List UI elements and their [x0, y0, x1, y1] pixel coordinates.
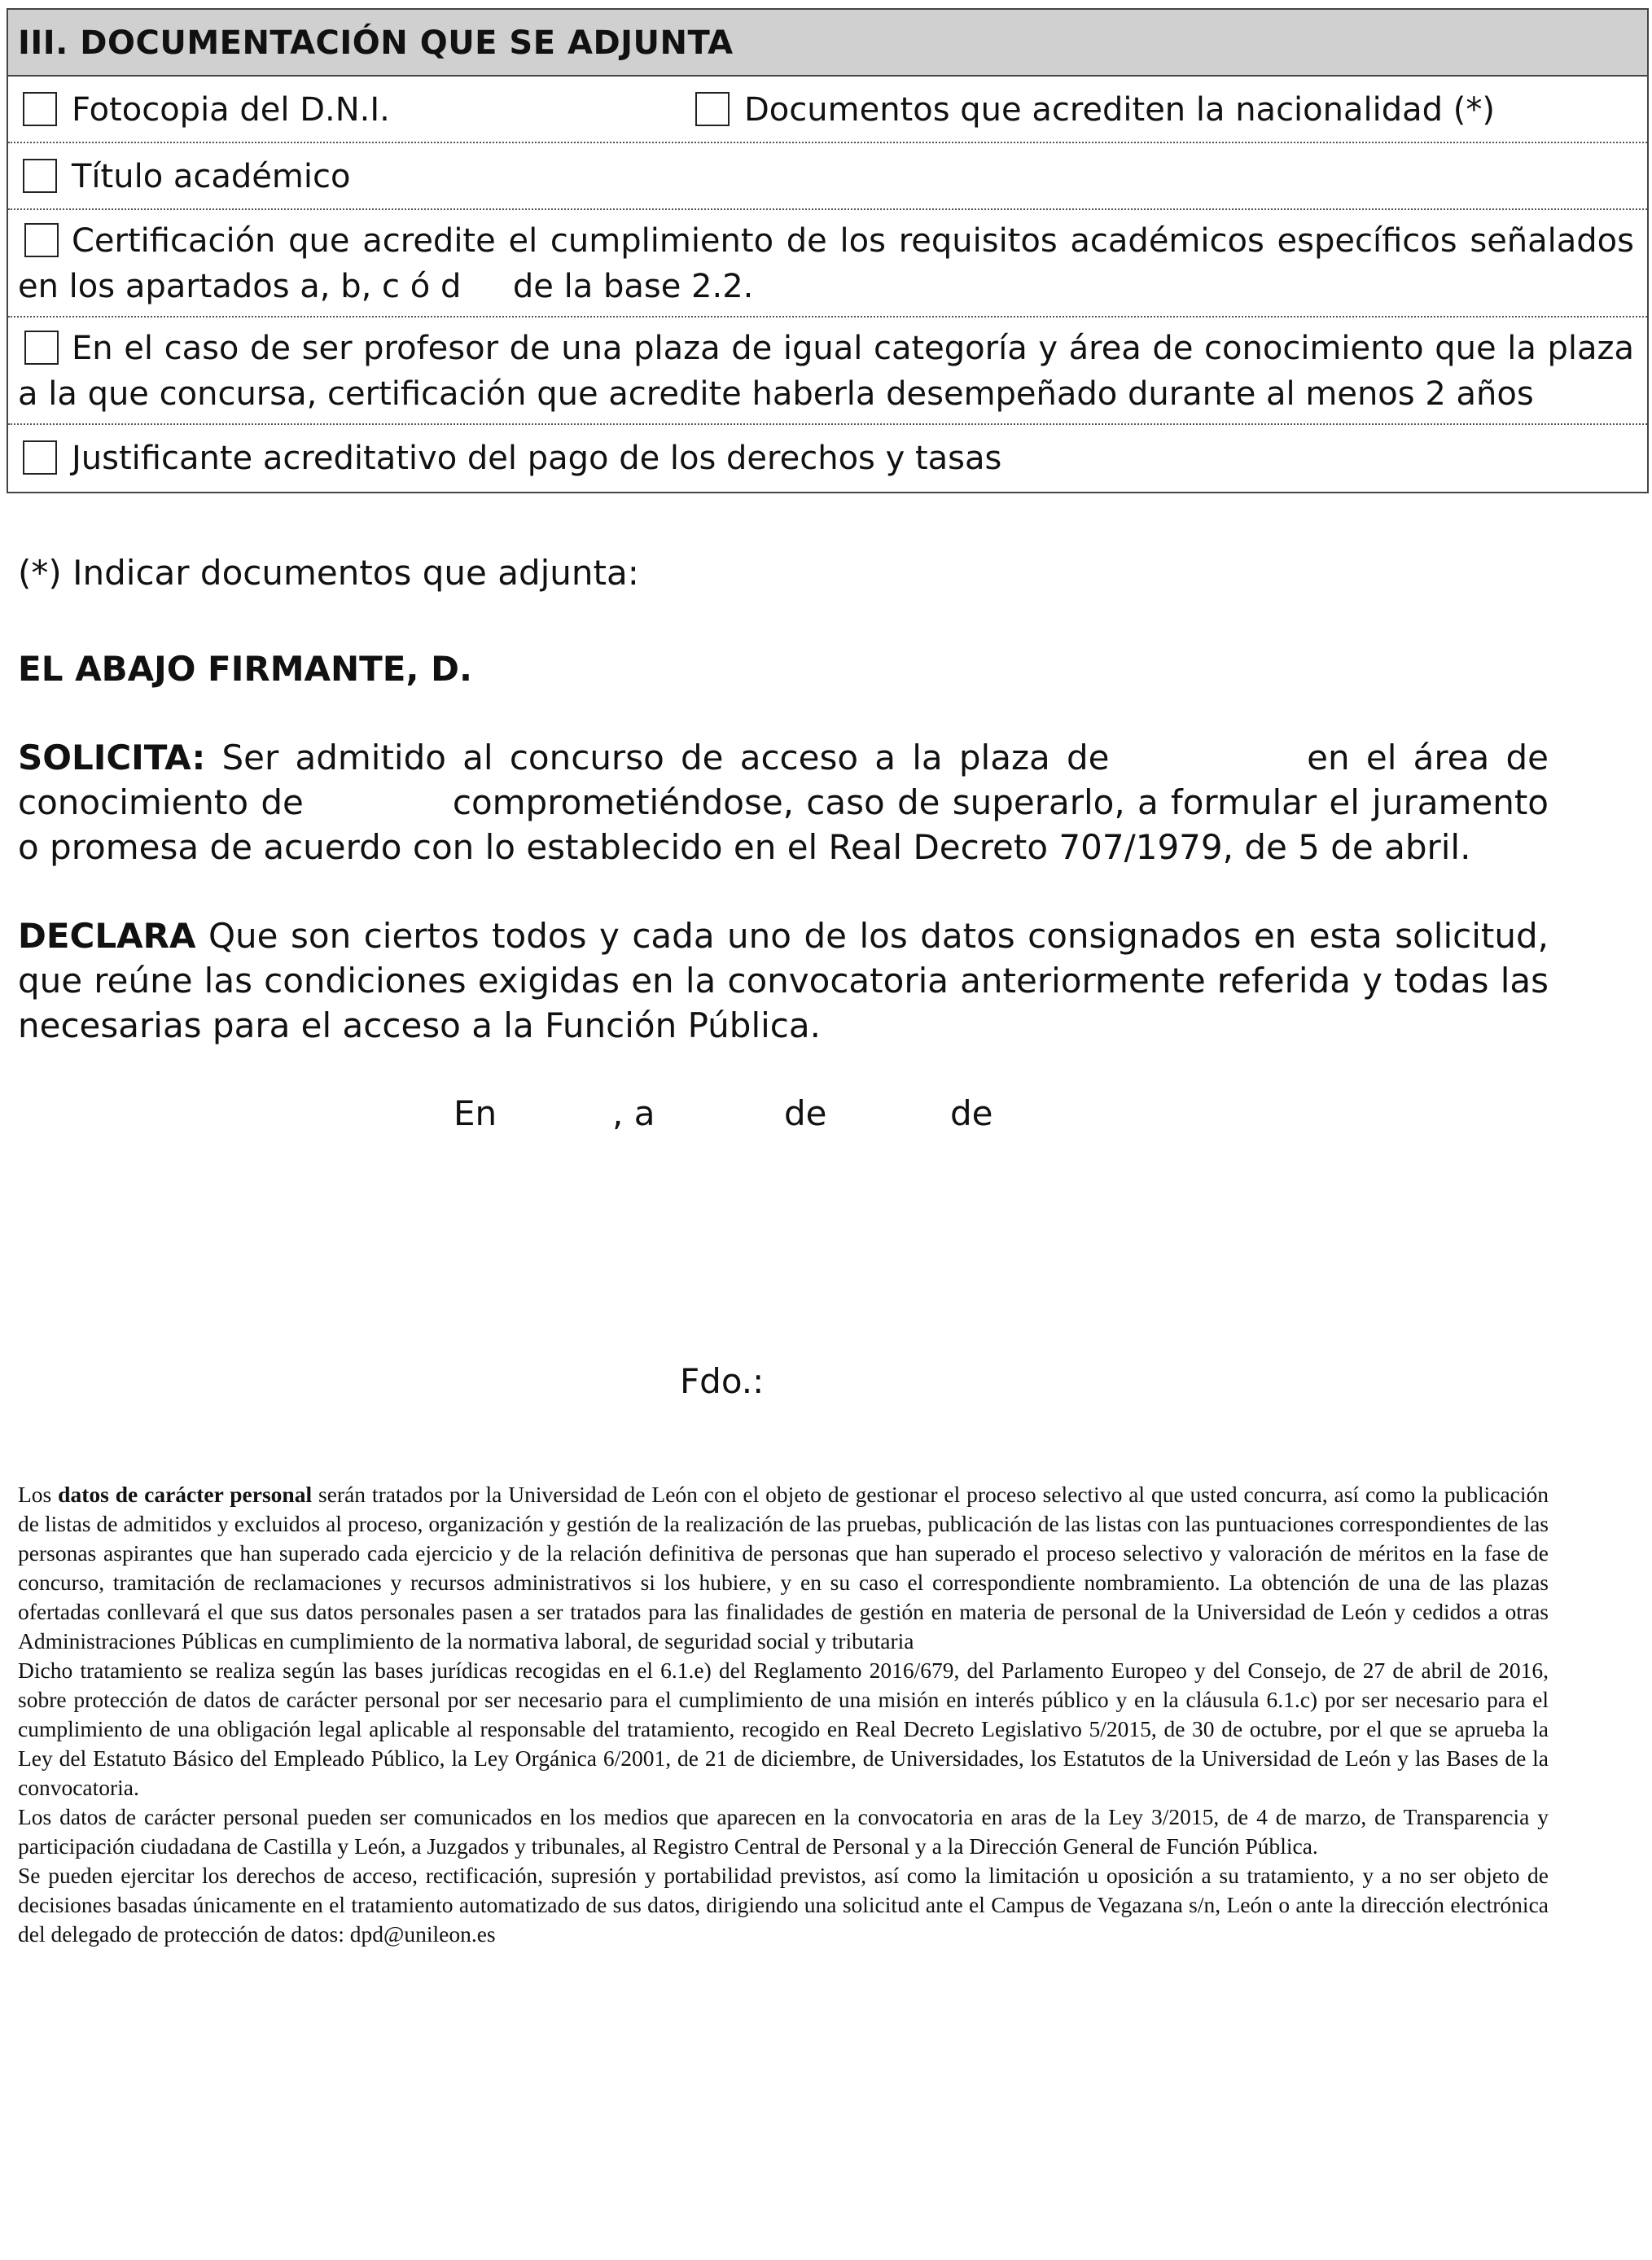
- legal-paragraph-2: Dicho tratamiento se realiza según las bases jurídicas recogidas en el 6.1.e) del Reglamento 2016/679, del Parlamento Europeo y del Consejo, de 27 de abril de 2016, sobre protección de datos de carácter personal por ser necesario para el cumplimiento de una misión en interés público y en la cláusula 6.1.c) por ser necesario para el cumplimiento de una obligación legal aplicable al responsable del tratamiento, recogido en Real Decreto Legislativo 5/2015, de 30 de octubre, por el que se aprueba la Ley del Estatuto Básico del Empleado Público, la Ley Orgánica 6/2001, de 21 de diciembre, de Universidades, los Estatutos de la Universidad de León y las Bases de la convocatoria.: [18, 1658, 1549, 1800]
- note-text: (*) Indicar documentos que adjunta:: [18, 553, 639, 593]
- checkbox-titulo[interactable]: [23, 159, 57, 193]
- label-titulo: Título académico: [72, 158, 351, 195]
- label-dni: Fotocopia del D.N.I.: [72, 91, 390, 129]
- legal-paragraph-3: Los datos de carácter personal pueden ser comunicados en los medios que aparecen en la convocatoria en aras de la Ley 3/2015, de 4 de marzo, de Transparencia y participación ciudadana de Castilla y León, a Juzgados y tribunales, al Registro Central de Personal y a la Dirección General de Función Pública.: [18, 1804, 1549, 1859]
- row-justificante: [8, 425, 1647, 492]
- checkbox-nacionalidad[interactable]: [695, 92, 730, 126]
- label-profesor: En el caso de ser profesor de una plaza de igual categoría y área de conocimiento que la plaza a la que concursa, certificación que acredite haberla desempeñado durante al menos 2 años: [18, 330, 1634, 413]
- label-nacionalidad: Documentos que acrediten la nacionalidad (*): [744, 91, 1495, 129]
- row-profesor: [8, 318, 1647, 425]
- legal-bold: datos de carácter personal: [58, 1482, 313, 1507]
- date-de-2: de: [950, 1093, 993, 1133]
- row-certificacion: [8, 210, 1647, 318]
- legal-paragraph-4: Se pueden ejercitar los derechos de acceso, rectificación, supresión y portabilidad previstos, así como la limitación u oposición a su tratamiento, y a no ser objeto de decisiones basadas únicamente en el tratamiento automatizado de sus datos, dirigiendo una solicitud ante el Campus de Vegazana s/n, León o ante la dirección electrónica del delegado de protección de datos: dpd@unileon.es: [18, 1863, 1549, 1947]
- legal-lead: Los: [18, 1482, 59, 1507]
- checkbox-profesor[interactable]: [24, 331, 59, 365]
- label-justificante: Justificante acreditativo del pago de los derechos y tasas: [72, 440, 1002, 477]
- legal-paragraph-1: [18, 1480, 1549, 1656]
- col-nacionalidad: [695, 77, 1495, 143]
- checkbox-certificacion[interactable]: [24, 223, 59, 257]
- documentation-section: [7, 8, 1649, 493]
- solicita-label: SOLICITA:: [18, 738, 206, 777]
- firmante-label: EL ABAJO FIRMANTE, D.: [18, 649, 472, 689]
- declara-paragraph: [18, 913, 1549, 1048]
- declara-text: Que son ciertos todos y cada uno de los datos consignados en esta solicitud, que reúne las condiciones exigidas en la convocatoria anteriormente referida y todas las necesarias para el acceso a la Función Pública.: [18, 916, 1549, 1045]
- checkbox-justificante[interactable]: [23, 440, 57, 475]
- solicita-paragraph: [18, 735, 1560, 869]
- row-titulo: [8, 143, 1647, 210]
- declara-label: DECLARA: [18, 916, 196, 956]
- label-certificacion: Certificación que acredite el cumplimiento de los requisitos académicos específicos señalados en los apartados a, b, c ó d de la base 2.2.: [18, 222, 1645, 305]
- date-line: [0, 1093, 1652, 1142]
- date-de-1: de: [784, 1093, 827, 1133]
- section-title: III. DOCUMENTACIÓN QUE SE ADJUNTA: [8, 10, 1647, 77]
- signature-label: Fdo.:: [680, 1361, 765, 1401]
- date-en: En: [454, 1093, 497, 1133]
- legal-rest: serán tratados por la Universidad de León con el objeto de gestionar el proceso selectivo al que usted concurra, así como la publicación de listas de admitidos y excluidos al proceso, organización y gestión de la realización de las pruebas, publicación de las listas con las puntuaciones correspondientes de las personas aspirantes que han superado cada ejercicio y de la relación definitiva de personas que han superado el proceso selectivo y valoración de méritos en la fase de concurso, tramitación de reclamaciones y recursos administrativos si los hubiere, y en su caso el correspondiente nombramiento. La obtención de una de las plazas ofertadas conllevará el que sus datos personales pasen a ser tratados para las finalidades de gestión en materia de personal de la Universidad de León y cedidos a otras Administraciones Públicas en cumplimiento de la normativa laboral, de seguridad social y tributaria: [18, 1482, 1549, 1653]
- row-dni-nacionalidad: [8, 77, 1647, 143]
- checkbox-dni[interactable]: [23, 92, 57, 126]
- solicita-text: Ser admitido al concurso de acceso a la plaza de en el área de conocimiento de comprometiéndose, caso de superarlo, a formular el juramento o promesa de acuerdo con lo establecido en el Real Decreto 707/1979, de 5 de abril.: [18, 738, 1560, 867]
- legal-notice: [18, 1480, 1549, 1949]
- date-a: , a: [612, 1093, 655, 1133]
